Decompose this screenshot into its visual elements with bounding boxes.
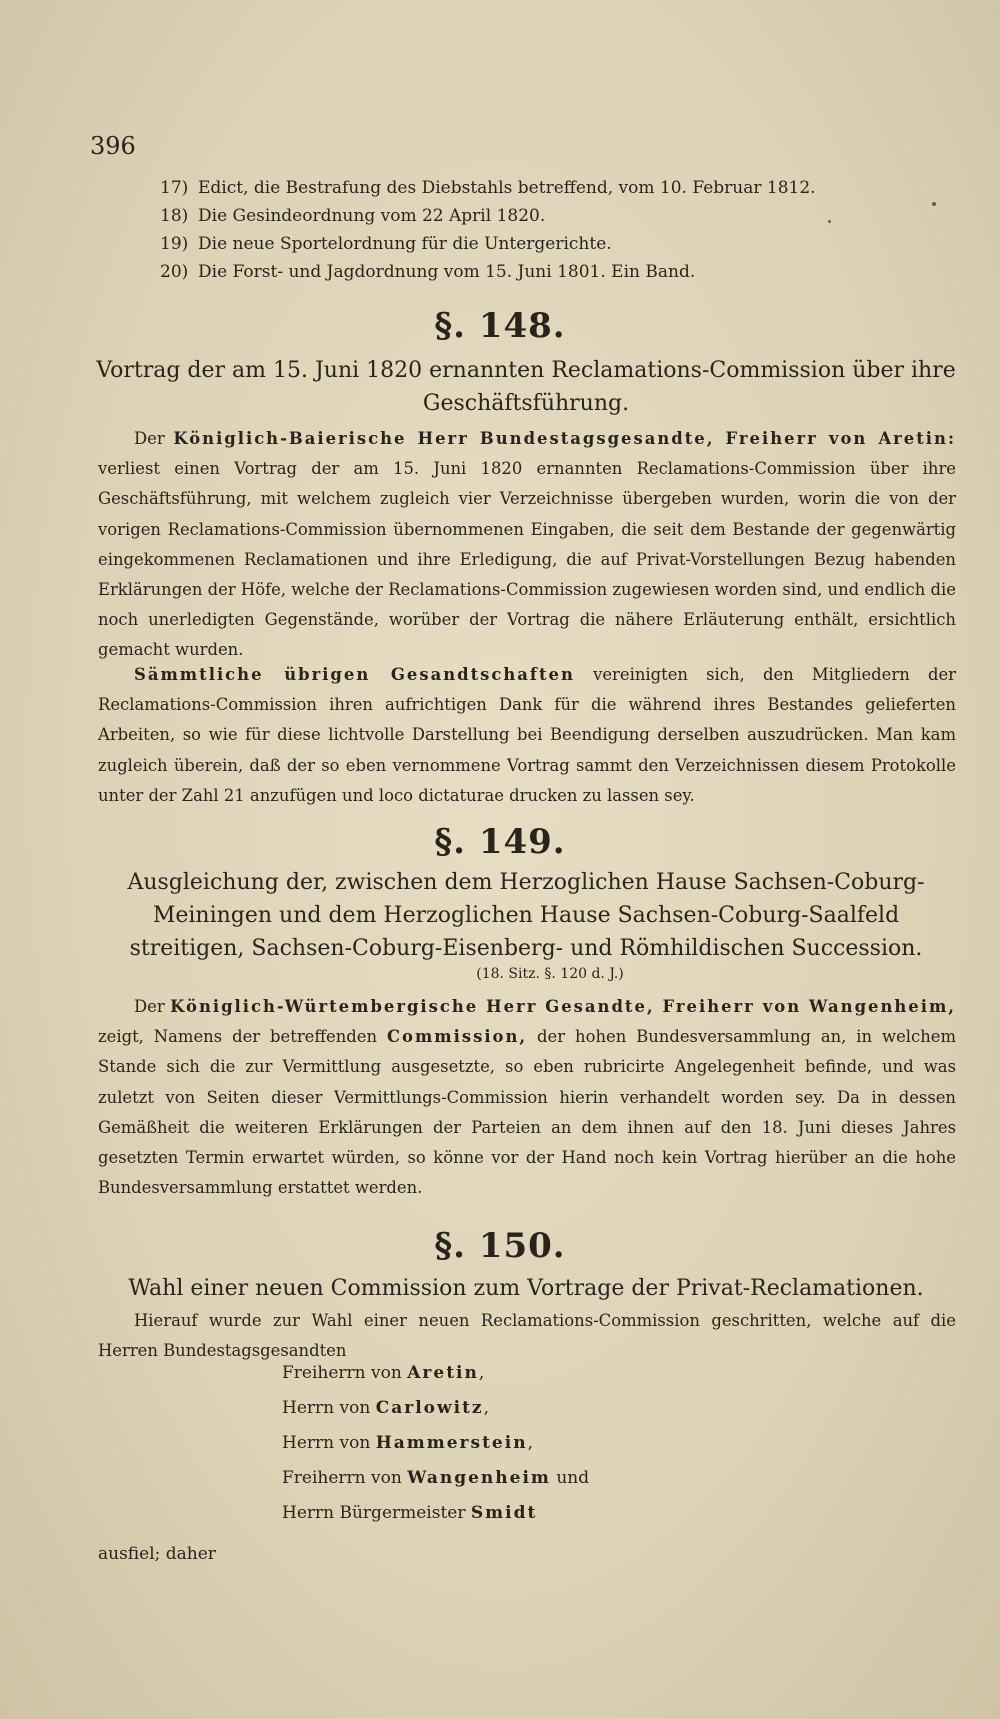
member-name: Freiherrn von Wangenheim und	[282, 1468, 590, 1488]
statute-list	[160, 174, 940, 286]
section-150-heading: §. 150.	[434, 1226, 566, 1266]
closing-text: ausfiel; daher	[98, 1544, 216, 1564]
section-150-title: Wahl einer neuen Commission zum Vortrage der Privat-Reclamationen.	[128, 1276, 924, 1301]
member-name: Herrn von Hammerstein,	[282, 1433, 533, 1453]
section-150-paragraph: Hierauf wurde zur Wahl einer neuen Reclamations-Commission geschritten, welche auf die Herren Bundestagsgesandten	[98, 1311, 956, 1361]
list-item: 19) Die neue Sportelordnung für die Untergerichte.	[160, 234, 612, 254]
section-149-title: Ausgleichung der, zwischen dem Herzoglichen Hause Sachsen-Coburg-Meiningen und dem Herzoglichen Hause Sachsen-Coburg-Saalfeld streitigen, Sachsen-Coburg-Eisenberg- und Römhildischen Succession.	[127, 870, 925, 961]
member-name: Herrn Bürgermeister Smidt	[282, 1503, 538, 1523]
section-148-heading: §. 148.	[434, 306, 566, 346]
member-name: Freiherrn von Aretin,	[282, 1363, 485, 1383]
section-149-citation: (18. Sitz. §. 120 d. J.)	[476, 966, 624, 982]
section-148-paragraph-2: Sämmtliche übrigen Gesandtschaften vereinigten sich, den Mitgliedern der Reclamations-Commission ihren aufrichtigen Dank für die während ihres Bestandes gelieferten Arbeiten, so wie für diese lichtvolle Darstellung bei Beendigung derselben auszudrücken. Man kam zugleich überein, daß der so eben vernommene Vortrag sammt den Verzeichnissen diesem Protokolle unter der Zahl 21 anzufügen und loco dictaturae drucken zu lassen sey.	[98, 665, 956, 805]
list-item: 17) Edict, die Bestrafung des Diebstahls betreffend, vom 10. Februar 1812.	[160, 178, 816, 198]
section-149-paragraph: Der Königlich-Würtembergische Herr Gesandte, Freiherr von Wangenheim, zeigt, Namens der betreffenden Commission, der hohen Bundesversammlung an, in welchem Stande sich die zur Vermittlung ausgesetzte, so eben rubricirte Angelegenheit befinde, und was zuletzt von Seiten dieser Vermittlungs-Commission hierin verhandelt worden sey. Da in dessen Gemäßheit die weiteren Erklärungen der Parteien an dem ihnen auf den 18. Juni dieses Jahres gesetzten Termin erwartet würden, so könne vor der Hand noch kein Vortrag hierüber an die hohe Bundesversammlung erstattet werden.	[98, 997, 956, 1198]
list-item: 20) Die Forst- und Jagdordnung vom 15. Juni 1801. Ein Band.	[160, 262, 696, 282]
section-148-paragraph-1: Der Königlich-Baierische Herr Bundestagsgesandte, Freiherr von Aretin: verliest einen Vortrag der am 15. Juni 1820 ernannten Reclamations-Commission über ihre Geschäftsführung, mit welchem zugleich vier Verzeichnisse übergeben wurden, worin die von der vorigen Reclamations-Commission übernommenen Eingaben, die seit dem Bestande der gegenwärtig eingekommenen Reclamationen und ihre Erledigung, die auf Privat-Vorstellungen Bezug habenden Erklärungen der Höfe, welche der Reclamations-Commission zugewiesen worden sind, und endlich die noch unerledigten Gegenstände, worüber der Vortrag die nähere Erläuterung enthält, ersichtlich gemacht wurden.	[98, 429, 957, 660]
member-name: Herrn von Carlowitz,	[282, 1398, 489, 1418]
page-number: 396	[90, 132, 136, 160]
commission-members	[282, 1356, 802, 1531]
section-149-heading: §. 149.	[434, 822, 566, 862]
section-148-title: Vortrag der am 15. Juni 1820 ernannten Reclamations-Commission über ihre Geschäftsführung.	[96, 358, 956, 416]
list-item: 18) Die Gesindeordnung vom 22 April 1820.	[160, 206, 546, 226]
